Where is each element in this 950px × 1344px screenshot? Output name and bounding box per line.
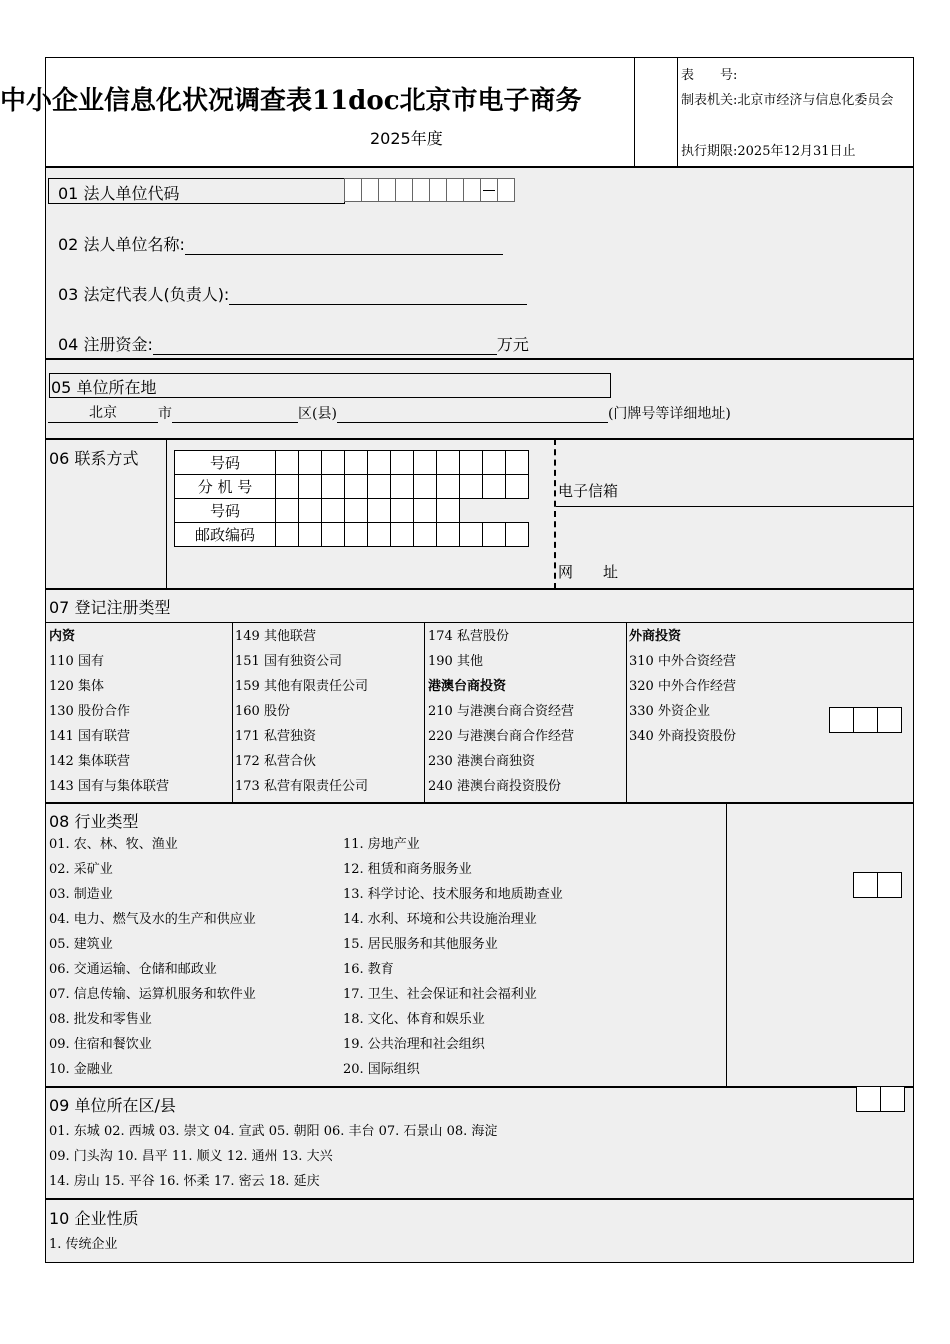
form-title: 中小企业信息化状况调查表11doc北京市电子商务 [0, 86, 582, 116]
reg-type-col-2 [235, 624, 368, 799]
industry-option: 11. 房地产业 [343, 837, 420, 852]
reg-option: 120 集体 [49, 679, 104, 694]
contact-divider [166, 439, 167, 589]
industry-option: 19. 公共治理和社会组织 [343, 1037, 485, 1052]
digit-box[interactable] [345, 499, 368, 523]
reg-type-code-input[interactable] [830, 707, 902, 733]
district-suffix: 区(县) [298, 406, 337, 422]
digit-box[interactable] [391, 499, 414, 523]
reg-option: 172 私营合伙 [235, 754, 316, 769]
reg-option: 210 与港澳台商合资经营 [428, 704, 574, 719]
phone-table [174, 450, 529, 547]
capital-unit: 万元 [496, 335, 529, 354]
digit-box[interactable] [276, 475, 299, 499]
reg-col-divider [626, 622, 627, 803]
reg-option: 220 与港澳台商合作经营 [428, 729, 574, 744]
unit-name-row [58, 232, 503, 255]
industry-option: 12. 租赁和商务服务业 [343, 862, 472, 877]
digit-box[interactable] [483, 523, 506, 547]
industry-option: 06. 交通运输、仓储和邮政业 [49, 962, 217, 977]
industry-option: 01. 农、林、牧、渔业 [49, 837, 178, 852]
authority-label: 制表机关:北京市经济与信息化委员会 [681, 93, 894, 108]
digit-box[interactable] [414, 451, 437, 475]
code-box[interactable] [877, 707, 902, 733]
location-label: 05 单位所在地 [51, 378, 157, 397]
digit-box[interactable] [368, 475, 391, 499]
industry-option: 07. 信息传输、运算机服务和软件业 [49, 987, 256, 1002]
unit-name-label: 02 法人单位名称: [58, 235, 185, 254]
digit-box[interactable] [368, 451, 391, 475]
digit-box[interactable] [299, 451, 322, 475]
code-box[interactable] [395, 178, 413, 202]
digit-box[interactable] [276, 451, 299, 475]
postcode-row [175, 523, 529, 547]
digit-box[interactable] [506, 475, 529, 499]
digit-box[interactable] [322, 523, 345, 547]
legal-code-label: 01 法人单位代码 [58, 184, 180, 203]
section-10 [45, 1199, 914, 1263]
industry-option: 02. 采矿业 [49, 862, 113, 877]
reg-group-heading: 内资 [49, 629, 76, 644]
digit-box[interactable] [322, 475, 345, 499]
fax-row [175, 499, 529, 523]
reg-type-header-line [45, 622, 914, 623]
reg-option: 130 股份合作 [49, 704, 130, 719]
contact-label: 06 联系方式 [49, 449, 139, 468]
reg-option: 160 股份 [235, 704, 290, 719]
industry-col-left [49, 832, 256, 1082]
reg-option: 171 私营独资 [235, 729, 316, 744]
digit-box[interactable] [437, 499, 460, 523]
reg-option: 159 其他有限责任公司 [235, 679, 368, 694]
postcode-row-label: 邮政编码 [175, 523, 276, 547]
reg-option: 330 外资企业 [629, 704, 710, 719]
district-field[interactable] [172, 405, 298, 423]
industry-code-input[interactable] [854, 872, 902, 898]
fax-row-label: 号码 [175, 499, 276, 523]
code-box[interactable] [877, 872, 902, 898]
digit-box[interactable] [299, 499, 322, 523]
form-number-label: 表 号: [681, 68, 738, 83]
digit-box[interactable] [414, 499, 437, 523]
industry-option: 14. 水利、环境和公共设施治理业 [343, 912, 537, 927]
digit-box[interactable] [391, 475, 414, 499]
code-box[interactable] [829, 707, 854, 733]
legal-rep-row [58, 282, 527, 305]
capital-label: 04 注册资金: [58, 335, 153, 354]
digit-box[interactable] [299, 475, 322, 499]
enterprise-nature-options [49, 1232, 118, 1257]
capital-field[interactable] [153, 336, 497, 355]
legal-rep-field[interactable] [229, 286, 527, 305]
legal-rep-label: 03 法定代表人(负责人): [58, 285, 230, 304]
city-suffix: 市 [158, 406, 172, 422]
address-row [48, 402, 731, 423]
reg-option: 320 中外合作经营 [629, 679, 736, 694]
digit-box[interactable] [322, 451, 345, 475]
industry-option: 18. 文化、体育和娱乐业 [343, 1012, 485, 1027]
code-box[interactable] [880, 1086, 905, 1112]
industry-option: 15. 居民服务和其他服务业 [343, 937, 498, 952]
address-hint: (门牌号等详细地址) [607, 406, 731, 422]
digit-box[interactable] [368, 499, 391, 523]
extension-row-label: 分 机 号 [175, 475, 276, 499]
district-options [49, 1119, 497, 1194]
header-divider-2 [677, 57, 678, 167]
code-box[interactable] [378, 178, 396, 202]
industry-option: 20. 国际组织 [343, 1062, 420, 1077]
form-year: 2025年度 [370, 129, 443, 148]
digit-box[interactable] [437, 475, 460, 499]
reg-option: 310 中外合资经营 [629, 654, 736, 669]
reg-type-label: 07 登记注册类型 [49, 598, 171, 617]
phone-row [175, 451, 529, 475]
industry-option: 13. 科学讨论、技术服务和地质勘查业 [343, 887, 563, 902]
reg-option: 110 国有 [49, 654, 104, 669]
digit-box[interactable] [276, 523, 299, 547]
reg-option: 149 其他联营 [235, 629, 316, 644]
digit-box[interactable] [391, 451, 414, 475]
unit-name-field[interactable] [185, 236, 503, 255]
code-box[interactable] [361, 178, 379, 202]
digit-box[interactable] [322, 499, 345, 523]
legal-code-input[interactable] [345, 178, 515, 202]
industry-option: 16. 教育 [343, 962, 394, 977]
section-05 [45, 359, 914, 439]
reg-type-col-3 [428, 624, 574, 799]
digit-box[interactable] [276, 499, 299, 523]
reg-col-divider [232, 622, 233, 803]
digit-box[interactable] [345, 475, 368, 499]
code-box[interactable] [856, 1086, 881, 1112]
industry-option: 17. 卫生、社会保证和社会福利业 [343, 987, 537, 1002]
industry-option: 04. 电力、燃气及水的生产和供应业 [49, 912, 256, 927]
dash-mark [483, 190, 495, 191]
contact-dashed-divider [554, 439, 556, 589]
digit-box[interactable] [345, 451, 368, 475]
industry-col-right [343, 832, 563, 1082]
reg-option: 340 外商投资股份 [629, 729, 736, 744]
reg-option: 230 港澳台商独资 [428, 754, 535, 769]
reg-option: 240 港澳台商投资股份 [428, 779, 561, 794]
reg-option: 143 国有与集体联营 [49, 779, 169, 794]
digit-box[interactable] [299, 523, 322, 547]
reg-option: 173 私营有限责任公司 [235, 779, 368, 794]
digit-box[interactable] [368, 523, 391, 547]
extension-row [175, 475, 529, 499]
industry-option: 10. 金融业 [49, 1062, 113, 1077]
street-field[interactable] [337, 405, 608, 423]
website-label: 网 址 [558, 563, 619, 581]
city-field[interactable] [48, 402, 158, 423]
digit-box[interactable] [483, 451, 506, 475]
code-box[interactable] [497, 178, 515, 202]
digit-box[interactable] [506, 451, 529, 475]
digit-box[interactable] [414, 475, 437, 499]
reg-type-col-1 [49, 624, 169, 799]
digit-box[interactable] [437, 523, 460, 547]
reg-option: 174 私营股份 [428, 629, 509, 644]
empty-cell [460, 499, 529, 523]
code-box[interactable] [853, 707, 878, 733]
digit-box[interactable] [460, 451, 483, 475]
capital-row [58, 332, 529, 355]
district-line: 14. 房山 15. 平谷 16. 怀柔 17. 密云 18. 延庆 [49, 1174, 320, 1189]
industry-divider [726, 803, 727, 1087]
email-label: 电子信箱 [558, 482, 619, 500]
industry-label: 08 行业类型 [49, 812, 139, 831]
digit-box[interactable] [483, 475, 506, 499]
city-value: 北京 [89, 405, 117, 421]
industry-option: 09. 住宿和餐饮业 [49, 1037, 152, 1052]
code-box[interactable] [344, 178, 362, 202]
reg-group-heading: 港澳台商投资 [428, 679, 507, 694]
district-label: 09 单位所在区/县 [49, 1096, 176, 1115]
industry-option: 05. 建筑业 [49, 937, 113, 952]
digit-box[interactable] [414, 523, 437, 547]
reg-option: 151 国有独资公司 [235, 654, 342, 669]
email-divider [556, 506, 913, 507]
reg-option: 142 集体联营 [49, 754, 130, 769]
code-box[interactable] [412, 178, 430, 202]
code-box[interactable] [429, 178, 447, 202]
digit-box[interactable] [460, 523, 483, 547]
reg-group-heading: 外商投资 [629, 629, 682, 644]
code-box[interactable] [853, 872, 878, 898]
deadline-label: 执行期限:2025年12月31日止 [681, 144, 856, 159]
district-line: 01. 东城 02. 西城 03. 崇文 04. 宣武 05. 朝阳 06. 丰台 07. 石景山 08. 海淀 [49, 1124, 498, 1139]
digit-box[interactable] [506, 523, 529, 547]
code-box[interactable] [463, 178, 481, 202]
digit-box[interactable] [391, 523, 414, 547]
digit-box[interactable] [437, 451, 460, 475]
industry-option: 08. 批发和零售业 [49, 1012, 152, 1027]
digit-box[interactable] [345, 523, 368, 547]
reg-type-col-4 [629, 624, 736, 749]
district-line: 09. 门头沟 10. 昌平 11. 顺义 12. 通州 13. 大兴 [49, 1149, 333, 1164]
phone-row-label: 号码 [175, 451, 276, 475]
reg-col-divider [424, 622, 425, 803]
code-box[interactable] [446, 178, 464, 202]
enterprise-nature-option: 1. 传统企业 [49, 1237, 118, 1252]
code-box[interactable] [480, 178, 498, 202]
reg-option: 190 其他 [428, 654, 483, 669]
district-code-input[interactable] [857, 1086, 905, 1112]
reg-option: 141 国有联营 [49, 729, 130, 744]
enterprise-nature-label: 10 企业性质 [49, 1209, 139, 1228]
industry-option: 03. 制造业 [49, 887, 113, 902]
digit-box[interactable] [460, 475, 483, 499]
